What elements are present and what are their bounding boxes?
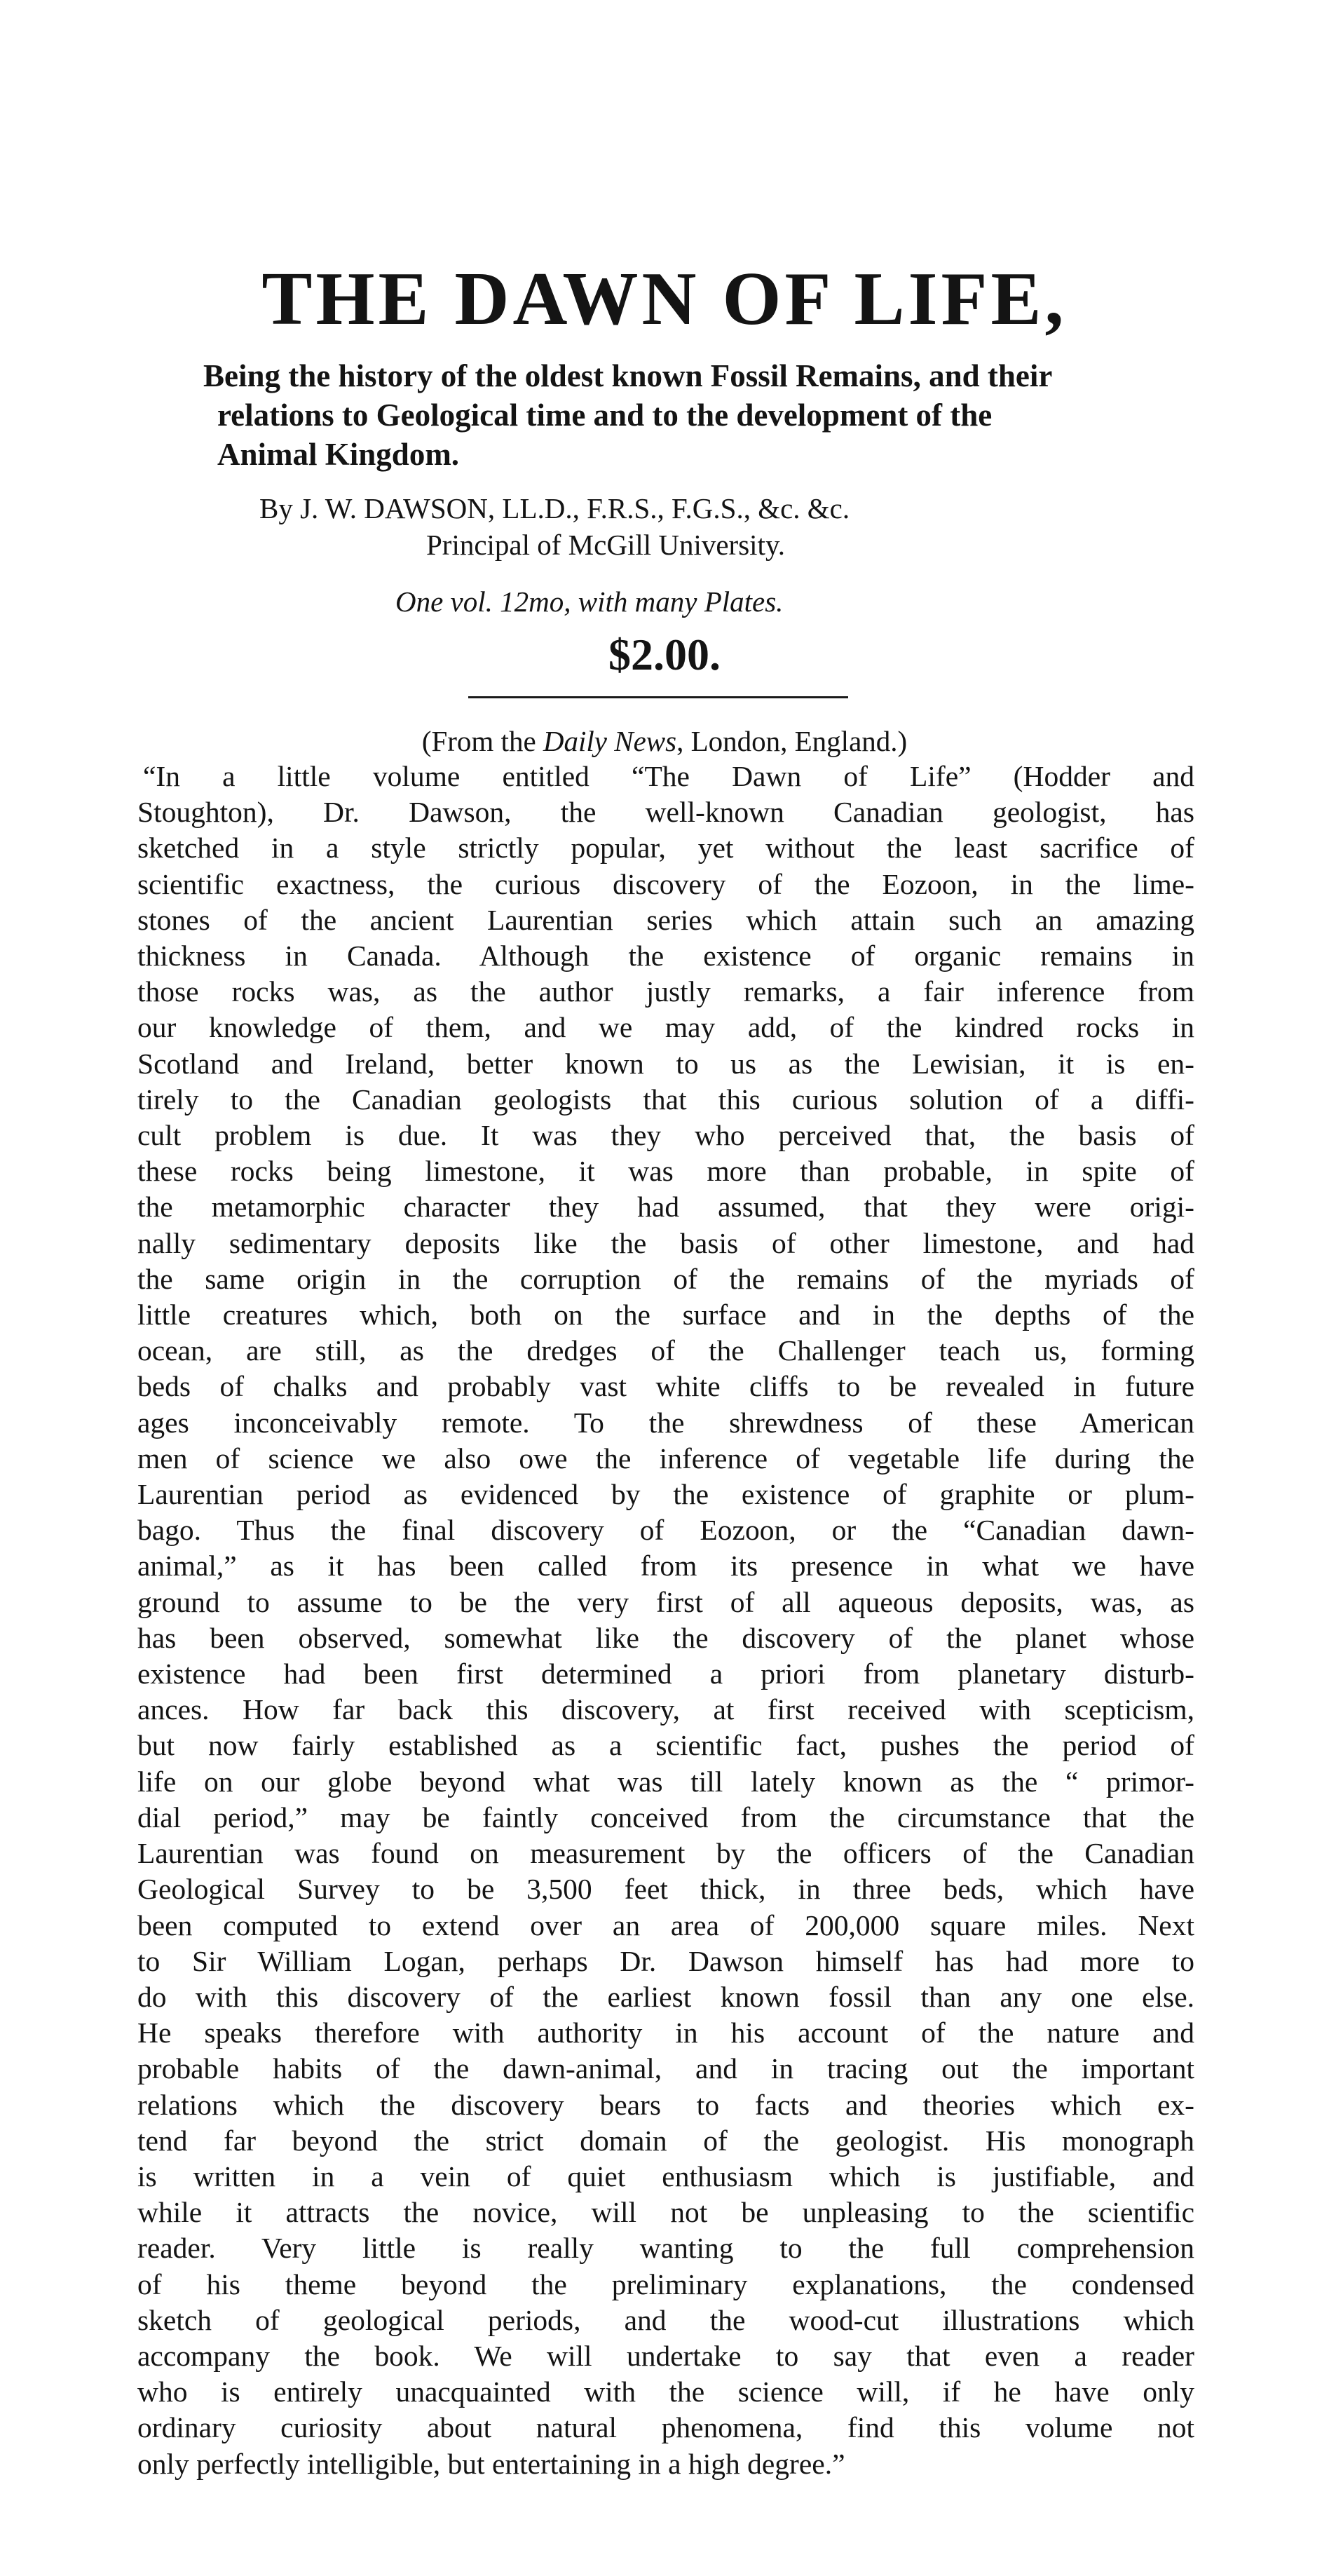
review-text (137, 759, 1194, 2482)
review-line: animal,” as it has been called from its presence in what we have (137, 1550, 1194, 1582)
review-line: ground to assume to be the very first of all aqueous deposits, was, as (137, 1585, 1194, 1618)
subtitle-line: Animal Kingdom. (217, 437, 460, 472)
review-line: these rocks being limestone, it was more than probable, in spite of (137, 1155, 1194, 1188)
review-line: dial period,” may be faintly conceived from the circumstance that the (137, 1801, 1194, 1833)
review-line: little creatures which, both on the surface and in the depths of the (137, 1299, 1194, 1331)
review-line: probable habits of the dawn-animal, and in tracing out the important (137, 2052, 1194, 2085)
review-line: tirely to the Canadian geologists that this curious solution of a diffi- (137, 1083, 1194, 1116)
review-line: nally sedimentary deposits like the basis of other limestone, and had (137, 1226, 1194, 1259)
review-line: is written in a vein of quiet enthusiasm which is justifiable, and (137, 2160, 1194, 2192)
review-line: but now fairly established as a scientific fact, pushes the period of (137, 1729, 1194, 1762)
review-line: reader. Very little is really wanting to the full comprehension (137, 2232, 1194, 2265)
edition-info: One vol. 12mo, with many Plates. (395, 585, 784, 618)
review-line: scientific exactness, the curious discovery of the Eozoon, in the lime- (137, 867, 1194, 900)
review-line: has been observed, somewhat like the discovery of the planet whose (137, 1621, 1194, 1654)
review-line: cult problem is due. It was they who perceived that, the basis of (137, 1119, 1194, 1152)
review-line: those rocks was, as the author justly remarks, a fair inference from (137, 975, 1194, 1008)
review-line: Geological Survey to be 3,500 feet thick, in three beds, which have (137, 1873, 1194, 1906)
review-line: sketch of geological periods, and the wood-cut illustrations which (137, 2303, 1194, 2336)
source-publication: Daily News (543, 725, 677, 757)
review-line: stones of the ancient Laurentian series which attain such an amazing (137, 903, 1194, 936)
review-line: tend far beyond the strict domain of the geologist. His monograph (137, 2124, 1194, 2157)
review-line: while it attracts the novice, will not be unpleasing to the scientific (137, 2196, 1194, 2229)
review-line: the same origin in the corruption of the remains of the myriads of (137, 1262, 1194, 1295)
subtitle-line: Being the history of the oldest known Fossil Remains, and their (203, 358, 1053, 393)
review-line: “In a little volume entitled “The Dawn of Life” (Hodder and (143, 760, 1194, 792)
review-line: to Sir William Logan, perhaps Dr. Dawson himself has had more to (137, 1944, 1194, 1977)
review-line: relations which the discovery bears to facts and theories which ex- (137, 2088, 1194, 2121)
review-line: our knowledge of them, and we may add, of the kindred rocks in (137, 1011, 1194, 1044)
book-title: THE DAWN OF LIFE, (261, 257, 1068, 341)
review-line: Laurentian period as evidenced by the existence of graphite or plum- (137, 1478, 1194, 1511)
subtitle-line: relations to Geological time and to the development of the (217, 398, 993, 433)
review-line: ances. How far back this discovery, at first received with scepticism, (137, 1693, 1194, 1726)
review-line: sketched in a style strictly popular, yet without the least sacrifice of (137, 832, 1194, 865)
review-line: men of science we also owe the inference of vegetable life during the (137, 1442, 1194, 1475)
divider-rule (468, 696, 848, 698)
review-line: life on our globe beyond what was till lately known as the “ primor- (137, 1765, 1194, 1798)
review-line: ocean, are still, as the dredges of the Challenger teach us, forming (137, 1334, 1194, 1367)
review-source (0, 724, 1329, 759)
author-byline: By J. W. DAWSON, LL.D., F.R.S., F.G.S., &c. &c. (259, 492, 850, 524)
review-line: who is entirely unacquainted with the science will, if he have only (137, 2375, 1194, 2408)
review-line: existence had been first determined a priori from planetary disturb- (137, 1658, 1194, 1690)
review-line: ages inconceivably remote. To the shrewdness of these American (137, 1406, 1194, 1439)
review-line: bago. Thus the final discovery of Eozoon, or the “Canadian dawn- (137, 1514, 1194, 1547)
source-suffix: , London, England.) (676, 725, 908, 757)
review-line: Laurentian was found on measurement by the officers of the Canadian (137, 1837, 1194, 1870)
review-line: ordinary curiosity about natural phenomena, find this volume not (137, 2411, 1194, 2444)
price: $2.00. (608, 630, 721, 679)
review-line: accompany the book. We will undertake to say that even a reader (137, 2339, 1194, 2372)
author-affiliation: Principal of McGill University. (426, 529, 786, 561)
review-line: only perfectly intelligible, but entertaining in a high degree.” (137, 2447, 845, 2480)
review-line: of his theme beyond the preliminary explanations, the condensed (137, 2267, 1194, 2300)
review-line: Stoughton), Dr. Dawson, the well-known Canadian geologist, has (137, 796, 1194, 829)
review-line: the metamorphic character they had assumed, that they were origi- (137, 1191, 1194, 1223)
review-line: beds of chalks and probably vast white cliffs to be revealed in future (137, 1370, 1194, 1403)
review-line: do with this discovery of the earliest known fossil than any one else. (137, 1980, 1194, 2013)
review-line: thickness in Canada. Although the existence of organic remains in (137, 940, 1194, 972)
review-line: been computed to extend over an area of 200,000 square miles. Next (137, 1909, 1194, 1941)
book-subtitle (203, 356, 1213, 474)
review-line: He speaks therefore with authority in his account of the nature and (137, 2016, 1194, 2049)
source-prefix: (From the (421, 725, 543, 757)
review-line: Scotland and Ireland, better known to us as the Lewisian, it is en- (137, 1047, 1194, 1080)
